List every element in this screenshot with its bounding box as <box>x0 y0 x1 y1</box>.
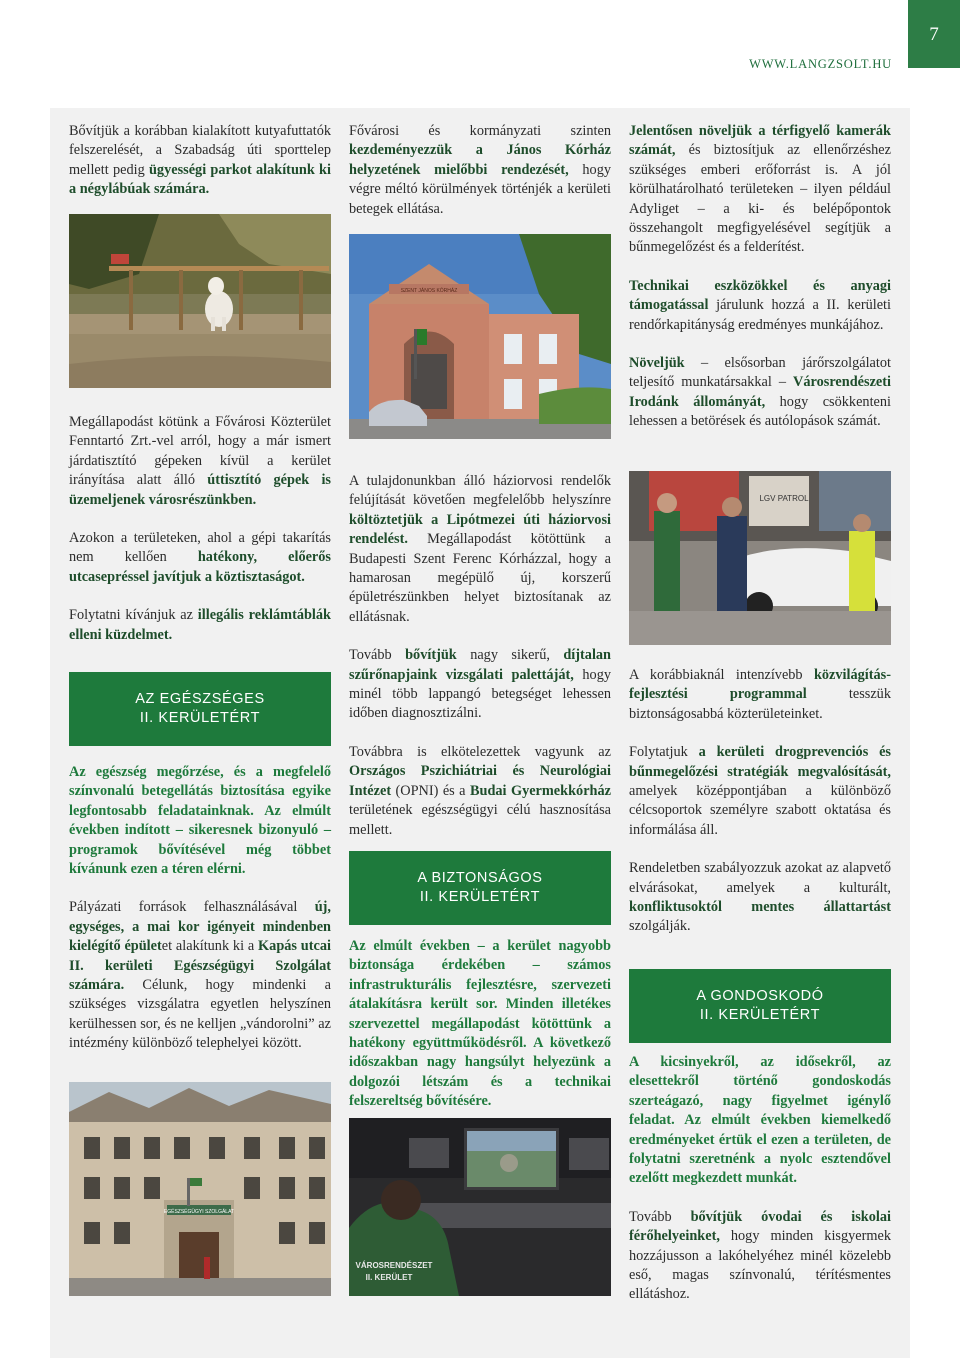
photo-patrol-officers <box>629 471 891 645</box>
section-care-line1: A GONDOSKODÓ <box>696 988 824 1004</box>
photo-dog-park <box>69 214 331 388</box>
clinic-sign-text: EGÉSZSÉGÜGYI SZOLGÁLAT <box>163 1209 235 1215</box>
paragraph-janos-hospital: Fővárosi és kormányzati szinten kezdeményezzük a János Kórház helyzetének mielőbbi rendezését, hogy végre méltó körülmények történjék a kerületi betegek ellátása. <box>349 123 611 217</box>
paragraph-gp-offices: A tulajdonunkban álló háziorvosi rendelők felújítását követően megfelelőbb helyszínre költöztetjük a Lipótmezei úti háziorvosi rendelést. Megállapodást kötöttünk a Budapesti Szent Ferenc Kórházzal, hogy a hamarosan megépülő új, korszerű épületrészünkben helyet biztosítanak az ellátásnak. <box>349 473 611 625</box>
column-3-middle <box>629 666 891 956</box>
paragraph-street-lighting: A korábbiaknál intenzívebb közvilágítás-fejlesztési programmal tesszük biztonságosabbá közterületeinket. <box>629 667 891 722</box>
paragraph-cameras: Jelentősen növeljük a térfigyelő kamerák számát, és biztosítjuk az ellenőrzéshez szükséges emberi erőforrást is. A jól körülhatárolható területeken – ilyen például Adyliget – a ki- és belépőpontok összehangolt megfigyelésével segítjük a bűnmegelőzést és a felderítést. <box>629 123 891 256</box>
paragraph-street-cleaning: Megállapodást kötünk a Fővárosi Közterület Fenntartó Zrt.-vel arról, hogy a már ismert járdatisztító gépeken kívül a kerület irányítása alatt álló úttisztító gépek is üzemeljenek városrészünkben. <box>69 414 331 508</box>
intro-care: A kicsinyekről, az idősekről, az elesettekről történő gondoskodás szerteágazó, nagy figyelmet igénylő feladat. Az elmúlt években kiemelkedő eredményeket értük el ezen a területen, de folytatni szeretnénk a nyolc esztendővel ezelőtt megkezdett munkát. <box>629 1054 891 1187</box>
column-1-top <box>69 122 331 219</box>
photo-cctv-room <box>349 1118 611 1296</box>
paragraph-dog-park: Bővítjük a korábban kialakított kutyafuttatók felszerelését, a Szabadság úti sporttelep mellett pedig ügyességi parkot alakítunk ki a négylábúak számára. <box>69 123 331 198</box>
column-2-top <box>349 122 611 238</box>
paragraph-drug-prevention: Folytatjuk a kerületi drogprevenciós és bűnmegelőzési stratégiák megvalósítását, amelyek középpontjában a különböző célcsoportok személyre szabott oktatása és informálása áll. <box>629 744 891 838</box>
section-safety-line1: A BIZTONSÁGOS <box>417 870 543 886</box>
paragraph-patrol-staff: Növeljük – elsősorban járőrszolgálatot teljesítő munkatársakkal – Városrendészeti Irodánk állományát, hogy csökkenteni lehessen a betörések és autólopások számát. <box>629 355 892 430</box>
paragraph-animal-keeping: Rendeletben szabályozzuk azokat az alapvető elvárásokat, amelyek a kulturált, konfliktusoktól mentes állattartást szolgálják. <box>629 860 891 935</box>
site-url[interactable]: WWW.LANGZSOLT.HU <box>749 57 892 71</box>
section-safety-line2: II. KERÜLETÉRT <box>419 889 541 905</box>
page-number: 7 <box>929 24 939 45</box>
column-3-top <box>629 122 891 451</box>
intro-safety: Az elmúlt években – a kerület nagyobb biztonsága érdekében – számos infrastrukturális fejlesztésre, szervezeti átalakításra került sor. Minden illetékes szervezettel megállapodást kötöttünk a hatékony együttműködésről. A következő időszakban nagy hangsúlyt helyezünk a dolgozói létszám és a technikai felszereltség bővítésére. <box>349 938 611 1110</box>
section-health-title <box>69 672 331 746</box>
column-2-middle <box>349 472 611 859</box>
photo-clinic-building <box>69 1082 331 1296</box>
column-2-bottom <box>349 937 611 1131</box>
van-text: LGV PATROL <box>759 494 809 503</box>
paragraph-billboards: Folytatni kívánjuk az illegális reklámtáblák elleni küzdelmet. <box>69 607 331 643</box>
hospital-sign-text: SZENT JÁNOS KÓRHÁZ <box>400 288 458 294</box>
column-1-middle <box>69 413 331 664</box>
section-health-line2: II. KERÜLETÉRT <box>139 710 261 726</box>
section-care-title <box>629 969 891 1043</box>
photo-janos-hospital <box>349 234 611 439</box>
page-header <box>0 0 960 108</box>
column-3-bottom <box>629 1053 891 1324</box>
paragraph-screening: Tovább bővítjük nagy sikerű, díjtalan szűrőnapjaink vizsgálati palettáját, hogy minél több lappangó betegséget lehessen időben diagnosztizálni. <box>349 647 612 722</box>
column-1-bottom <box>69 763 331 1073</box>
paragraph-clinic: Pályázati források felhasználásával új, egységes, a mai kor igényeit mindenben kielégítő épületet alakítunk ki a Kapás utcai II. kerületi Egészségügyi Szolgálat számára. Célunk, hogy mindenki a szükséges vizsgálatra egyetlen helyszínen kerülhessen sor, és ne kelljen „vándorolni” az intézmény különböző telephelyei között. <box>69 899 331 1052</box>
paragraph-opni: Továbbra is elkötelezettek vagyunk az Országos Pszichiátriai és Neurológiai Intézet (OPNI) és a Budai Gyermekkórház területének egészségügyi célú hasznosítása mellett. <box>349 743 611 838</box>
intro-health: Az egészség megőrzése, és a megfelelő színvonalú betegellátás biztosítása egyike legfontosabb feladatainknak. Az elmúlt években indított – sikeresnek bizonyuló – programok bővítésével még többet kívánunk ezen a téren elérni. <box>69 764 331 878</box>
section-care-line2: II. KERÜLETÉRT <box>699 1007 821 1023</box>
section-safety-title <box>349 851 611 925</box>
section-health-line1: AZ EGÉSZSÉGES <box>135 691 265 707</box>
cctv-badge-line2: II. KERÜLET <box>365 1273 413 1282</box>
paragraph-police-support: Technikai eszközökkel és anyagi támogatással járulunk hozzá a II. kerületi rendőrkapitányság eredményes munkájához. <box>629 277 891 333</box>
paragraph-sweeping: Azokon a területeken, ahol a gépi takarítás nem kellően hatékony, előerős utcasepréssel javítjuk a köztisztaságot. <box>69 530 331 585</box>
paragraph-kindergarten: Tovább bővítjük óvodai és iskolai férőhelyeinket, hogy minden kisgyermek hozzájusson a lakóhelyéhez minél közelebb eső, magas színvonalú, térítésmentes ellátáshoz. <box>629 1208 891 1303</box>
cctv-badge-line1: VÁROSRENDÉSZET <box>355 1261 433 1270</box>
